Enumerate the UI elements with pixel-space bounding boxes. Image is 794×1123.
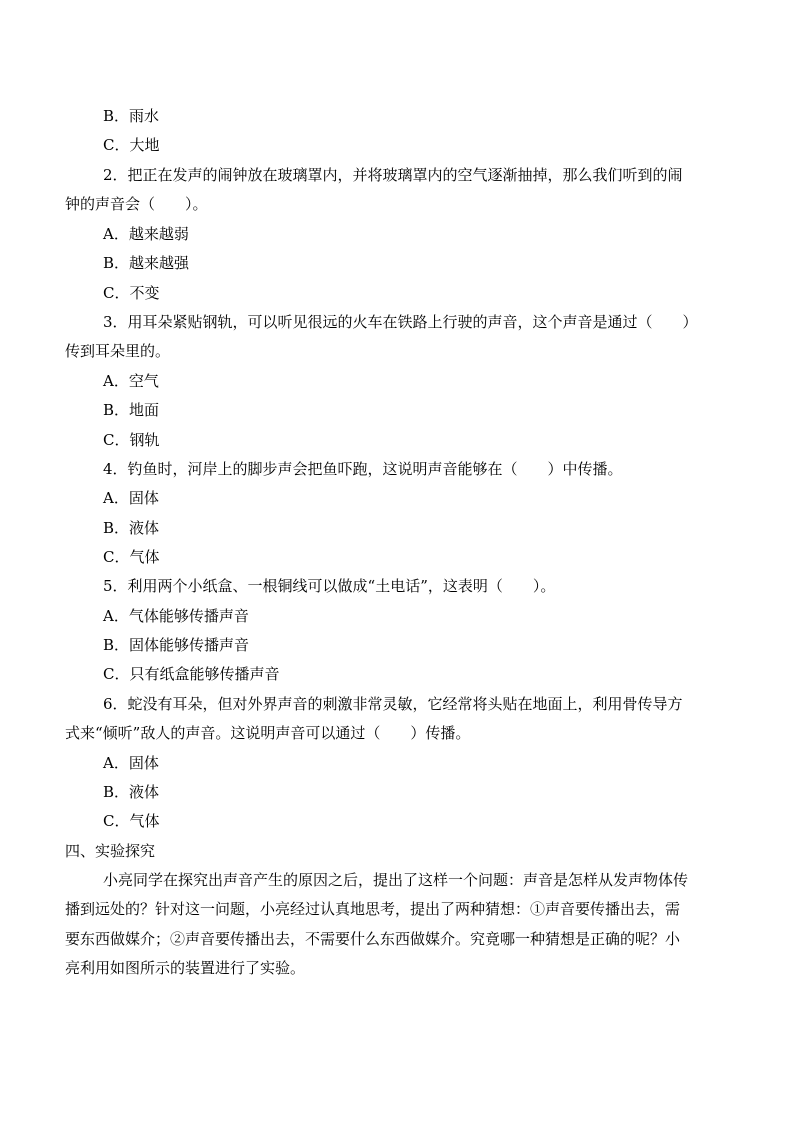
question-3-option-b: B．地面 <box>103 401 160 419</box>
question-6-option-c: C．气体 <box>103 812 160 830</box>
question-2-line-2: 钟的声音会（ ）。 <box>65 195 208 213</box>
experiment-paragraph-line-1: 小亮同学在探究出声音产生的原因之后，提出了这样一个问题：声音是怎样从发声物体传 <box>103 871 689 889</box>
question-3-line-1: 3．用耳朵紧贴钢轨，可以听见很远的火车在铁路上行驶的声音，这个声音是通过（ ） <box>103 313 698 331</box>
question-3-line-2: 传到耳朵里的。 <box>65 342 171 360</box>
question-4-option-c: C．气体 <box>103 548 160 566</box>
question-5-line-1: 5．利用两个小纸盒、一根铜线可以做成“土电话”，这表明（ ）。 <box>103 577 556 595</box>
question-5-option-c: C．只有纸盒能够传播声音 <box>103 665 280 683</box>
question-6-option-b: B．液体 <box>103 783 160 801</box>
question-6-line-1: 6．蛇没有耳朵，但对外界声音的刺激非常灵敏，它经常将头贴在地面上，利用骨传导方 <box>103 695 683 713</box>
section-4-heading: 四、实验探究 <box>65 842 156 860</box>
question-2-line-1: 2．把正在发声的闹钟放在玻璃罩内，并将玻璃罩内的空气逐渐抽掉，那么我们听到的闹 <box>103 166 683 184</box>
question-4-line-1: 4．钓鱼时，河岸上的脚步声会把鱼吓跑，这说明声音能够在（ ）中传播。 <box>103 460 623 478</box>
experiment-paragraph-line-2: 播到远处的？针对这一问题，小亮经过认真地思考，提出了两种猜想：①声音要传播出去，需 <box>65 900 681 918</box>
question-4-option-a: A．固体 <box>103 489 159 507</box>
experiment-paragraph-line-3: 要东西做媒介；②声音要传播出去，不需要什么东西做媒介。究竟哪一种猜想是正确的呢？小 <box>65 930 681 948</box>
option-b-rain: B．雨水 <box>103 107 160 125</box>
question-5-option-b: B．固体能够传播声音 <box>103 636 250 654</box>
question-3-option-a: A．空气 <box>103 372 159 390</box>
question-5-option-a: A．气体能够传播声音 <box>103 607 249 625</box>
option-c-earth: C．大地 <box>103 136 160 154</box>
question-3-option-c: C．钢轨 <box>103 431 160 449</box>
question-6-line-2: 式来“倾听”敌人的声音。这说明声音可以通过（ ）传播。 <box>65 724 471 742</box>
experiment-paragraph-line-4: 亮利用如图所示的装置进行了实验。 <box>65 959 306 977</box>
question-6-option-a: A．固体 <box>103 754 159 772</box>
question-2-option-c: C．不变 <box>103 284 160 302</box>
question-2-option-a: A．越来越弱 <box>103 225 189 243</box>
question-4-option-b: B．液体 <box>103 519 160 537</box>
question-2-option-b: B．越来越强 <box>103 254 190 272</box>
